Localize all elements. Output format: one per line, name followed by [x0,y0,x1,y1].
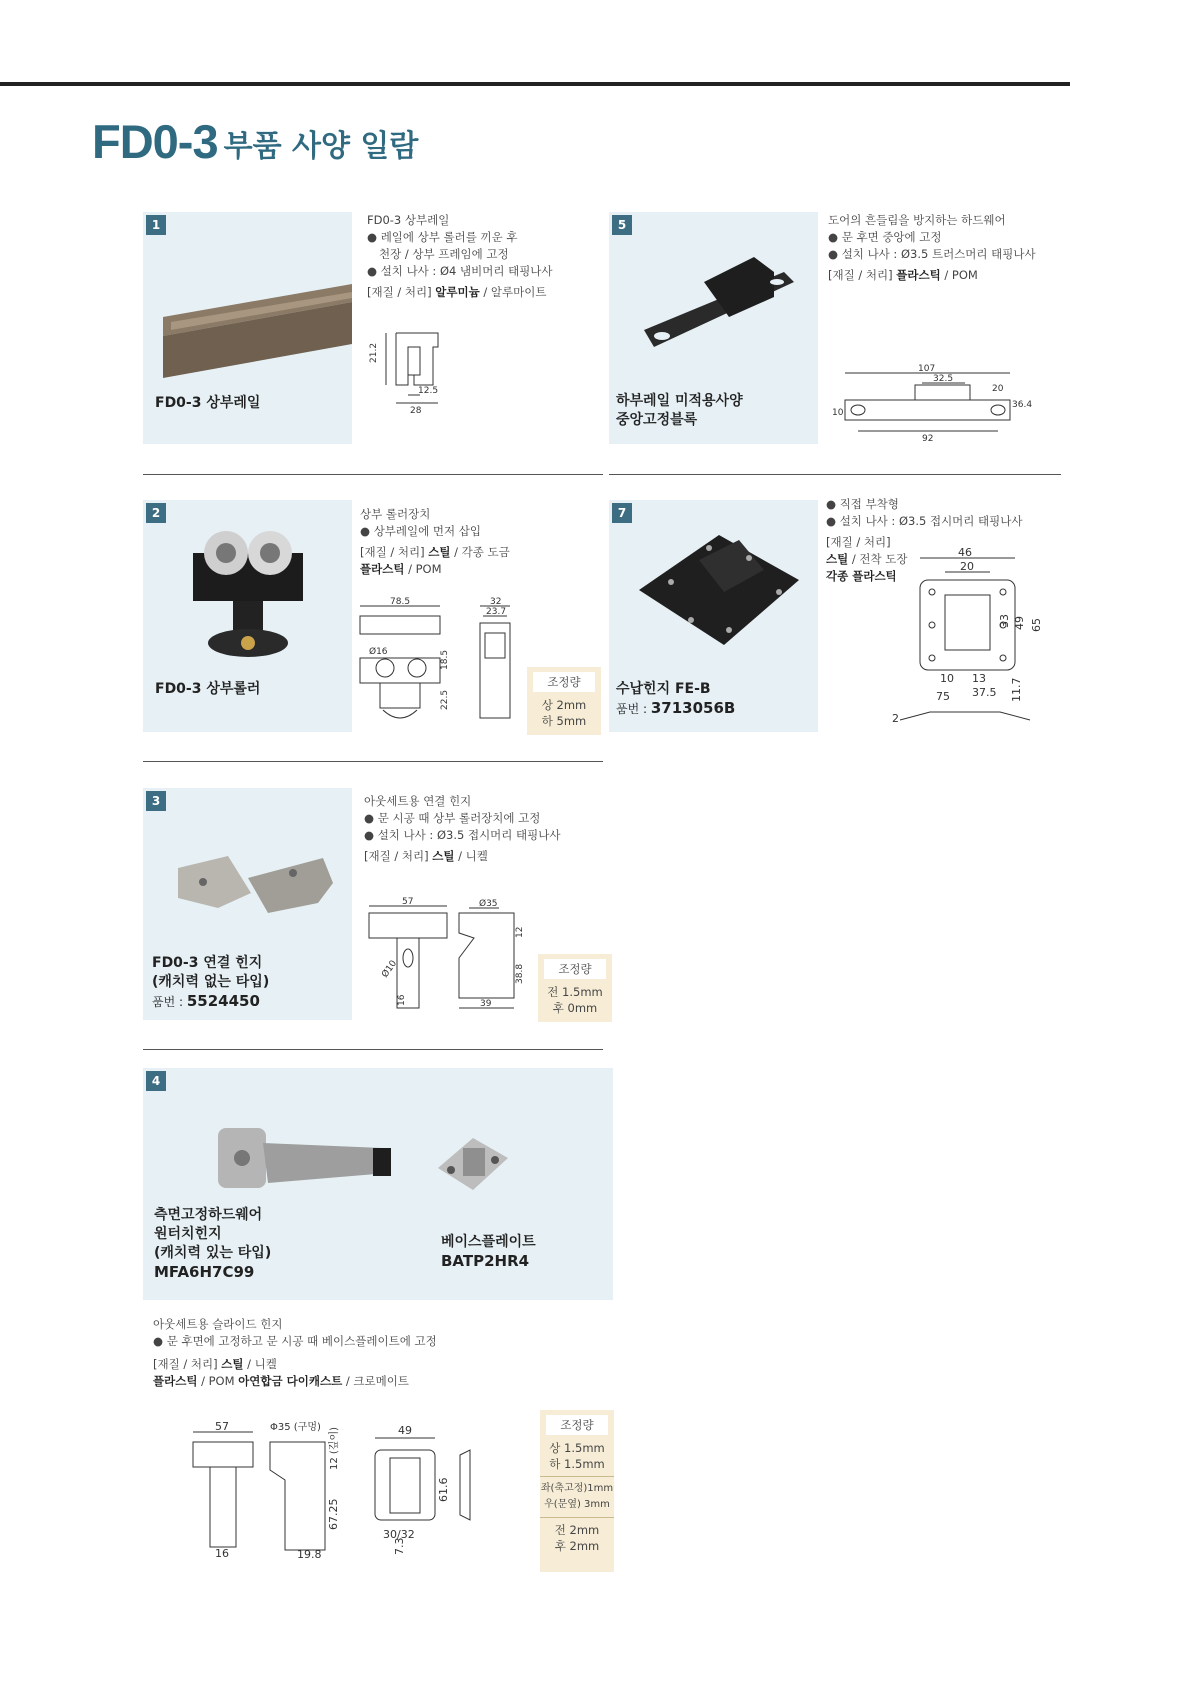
item-3-dimension-drawing [364,898,534,1013]
section-divider [143,1049,603,1050]
adjust-value: 후 2mm [554,1539,600,1553]
svg-text:67.25: 67.25 [327,1498,340,1530]
svg-text:Ø16: Ø16 [369,647,388,657]
item-4-dimension-drawing [185,1420,485,1560]
svg-text:49: 49 [1013,616,1026,630]
desc-line: ● 문 후면에 고정하고 문 시공 때 베이스플레이트에 고정 [153,1334,437,1348]
svg-text:2: 2 [892,712,899,725]
svg-text:16: 16 [215,1547,229,1560]
material-line: 플라스틱 / POM [360,562,442,576]
desc-line: ● 문 후면 중앙에 고정 [828,230,942,244]
material-line: 플라스틱 / POM 아연합금 다이캐스트 / 크로메이트 [153,1374,409,1388]
svg-text:65: 65 [1030,618,1043,632]
adjust-value: 상 1.5mm [549,1441,605,1455]
item-number: 3 [146,791,166,811]
desc-line: ● 상부레일에 먼저 삽입 [360,524,481,538]
item-number: 2 [146,503,166,523]
svg-text:61.6: 61.6 [437,1477,450,1502]
item-2-dimension-drawing [355,598,535,733]
svg-text:78.5: 78.5 [390,597,411,607]
svg-text:36.4: 36.4 [1012,400,1033,410]
upper-rail-image [163,272,352,362]
item-number: 7 [612,503,632,523]
material-label: [재질 / 처리] [826,535,891,549]
item-4-adjustment-box [540,1410,614,1572]
desc-line: 아웃세트용 슬라이드 힌지 [153,1317,283,1331]
storage-hinge-image [629,530,809,660]
svg-text:107: 107 [918,364,936,374]
svg-text:20: 20 [960,560,974,573]
svg-text:11.7: 11.7 [1010,677,1023,702]
svg-text:22.5: 22.5 [440,689,450,710]
desc-line: 아웃세트용 연결 힌지 [364,794,472,808]
material-line: [재질 / 처리] 플라스틱 / POM [828,268,978,282]
adjust-value: 전 1.5mm [547,985,603,999]
adjust-title: 조정량 [544,959,606,979]
item-4-description [153,1316,613,1390]
adjust-value: 후 0mm [552,1001,598,1015]
adjust-value: 하 5mm [541,714,587,728]
svg-text:16: 16 [397,994,407,1006]
desc-line: 도어의 흔들림을 방지하는 하드웨어 [828,213,1006,227]
desc-line: ● 설치 나사 : Ø3.5 트러스머리 태핑나사 [828,247,1036,261]
desc-line: FD0-3 상부레일 [367,213,450,227]
svg-text:37.5: 37.5 [972,686,997,699]
section-divider [143,761,603,762]
svg-text:92: 92 [922,434,934,444]
item-name: FD0-3 상부레일 [155,395,261,411]
item-1-description [367,212,607,301]
svg-text:21.2: 21.2 [369,342,379,363]
svg-text:Ø35: Ø35 [479,899,498,909]
svg-text:23.7: 23.7 [486,607,507,617]
svg-text:12.5: 12.5 [418,386,439,396]
svg-text:57: 57 [215,1420,229,1433]
desc-line: ● 설치 나사 : Ø3.5 접시머리 태핑나사 [364,828,561,842]
desc-line: ● 설치 나사 : Ø3.5 접시머리 태핑나사 [826,514,1023,528]
item-3-adjustment-box [538,954,612,1022]
material-line: [재질 / 처리] 스틸 / 니켈 [153,1357,277,1371]
svg-text:32.5: 32.5 [933,374,954,384]
svg-text:20: 20 [992,384,1004,394]
svg-text:19.8: 19.8 [297,1548,322,1561]
desc-line: ● 문 시공 때 상부 롤러장치에 고정 [364,811,541,825]
svg-text:33: 33 [998,614,1011,628]
svg-text:28: 28 [410,406,422,416]
svg-text:Ø10: Ø10 [380,958,400,980]
item-3-photo-panel [143,788,352,1020]
side-hinge-image [208,1123,408,1198]
svg-text:38.8: 38.8 [515,963,525,984]
upper-roller-image [178,525,318,665]
adjust-value: 우(문옆) 3mm [544,1499,610,1510]
adjust-title: 조정량 [546,1415,608,1435]
svg-text:39: 39 [480,999,492,1009]
material-line: 스틸 / 전착 도장 [826,552,908,566]
desc-line: 상부 롤러장치 [360,507,431,521]
item-7-photo-panel [609,500,818,732]
adjust-value: 전 2mm [554,1523,600,1537]
item-name: FD0-3 상부롤러 [155,681,261,697]
svg-text:75: 75 [936,690,950,703]
svg-text:32: 32 [490,597,502,607]
adjust-title: 조정량 [533,672,595,692]
svg-text:10: 10 [940,672,954,685]
item-1-dimension-drawing [369,325,468,420]
svg-text:13: 13 [972,672,986,685]
connection-hinge-image [173,848,343,928]
item-5-photo-panel [609,212,818,444]
item-number: 5 [612,215,632,235]
material-line: 각종 플라스틱 [826,569,897,583]
item-name-base-plate: 베이스플레이트 BATP2HR4 [441,1234,536,1270]
top-rule [0,82,1070,86]
item-5-dimension-drawing [830,364,1033,445]
section-divider [143,474,603,475]
title-code: FD0-3 [92,115,218,168]
center-block-image [634,252,804,362]
material-line: [재질 / 처리] 알루미늄 / 알루마이트 [367,285,547,299]
item-1-photo-panel [143,212,352,444]
item-4-photo-panel [143,1068,613,1300]
item-number: 1 [146,215,166,235]
page-title [92,115,419,168]
svg-text:46: 46 [958,546,972,559]
item-2-photo-panel [143,500,352,732]
item-5-description [828,212,1088,284]
section-divider [609,474,1061,475]
item-number: 4 [146,1071,166,1091]
item-name: FD0-3 연결 힌지 (캐치력 없는 타입) 품번 : 5524450 [152,955,270,1010]
svg-text:7.3: 7.3 [393,1537,406,1555]
desc-line: ● 설치 나사 : Ø4 냄비머리 태핑나사 [367,264,553,278]
desc-line: ● 레일에 상부 롤러를 끼운 후 [367,230,518,244]
svg-text:49: 49 [398,1424,412,1437]
material-line: [재질 / 처리] 스틸 / 각종 도금 [360,545,510,559]
adjust-value: 상 2mm [541,698,587,712]
item-3-description [364,793,604,865]
item-2-adjustment-box [527,667,601,735]
item-2-description [360,506,600,578]
adjust-value: 하 1.5mm [549,1457,605,1471]
base-plate-image [433,1128,513,1198]
item-name: 수납힌지 FE-B 품번 : 3713056B [616,681,736,717]
svg-text:30/32: 30/32 [383,1528,415,1541]
svg-text:10: 10 [832,408,844,418]
svg-text:57: 57 [402,897,414,907]
svg-text:12: 12 [515,926,525,938]
svg-text:18.5: 18.5 [440,649,450,670]
item-7-dimension-drawing [892,546,1060,730]
svg-text:Φ35 (구멍): Φ35 (구멍) [270,1422,321,1433]
desc-line: 천장 / 상부 프레임에 고정 [379,247,509,261]
desc-line: ● 직접 부착형 [826,497,899,511]
adjust-value: 좌(축고정)1mm [540,1483,614,1494]
svg-text:12 (깊이): 12 (깊이) [329,1426,340,1470]
material-line: [재질 / 처리] 스틸 / 니켈 [364,849,488,863]
item-name: 하부레일 미적용사양 중앙고정블록 [616,393,743,428]
item-name-hinge: 측면고정하드웨어 원터치힌지 (캐치력 있는 타입) MFA6H7C99 [154,1207,272,1281]
title-text: 부품 사양 일람 [223,129,419,164]
